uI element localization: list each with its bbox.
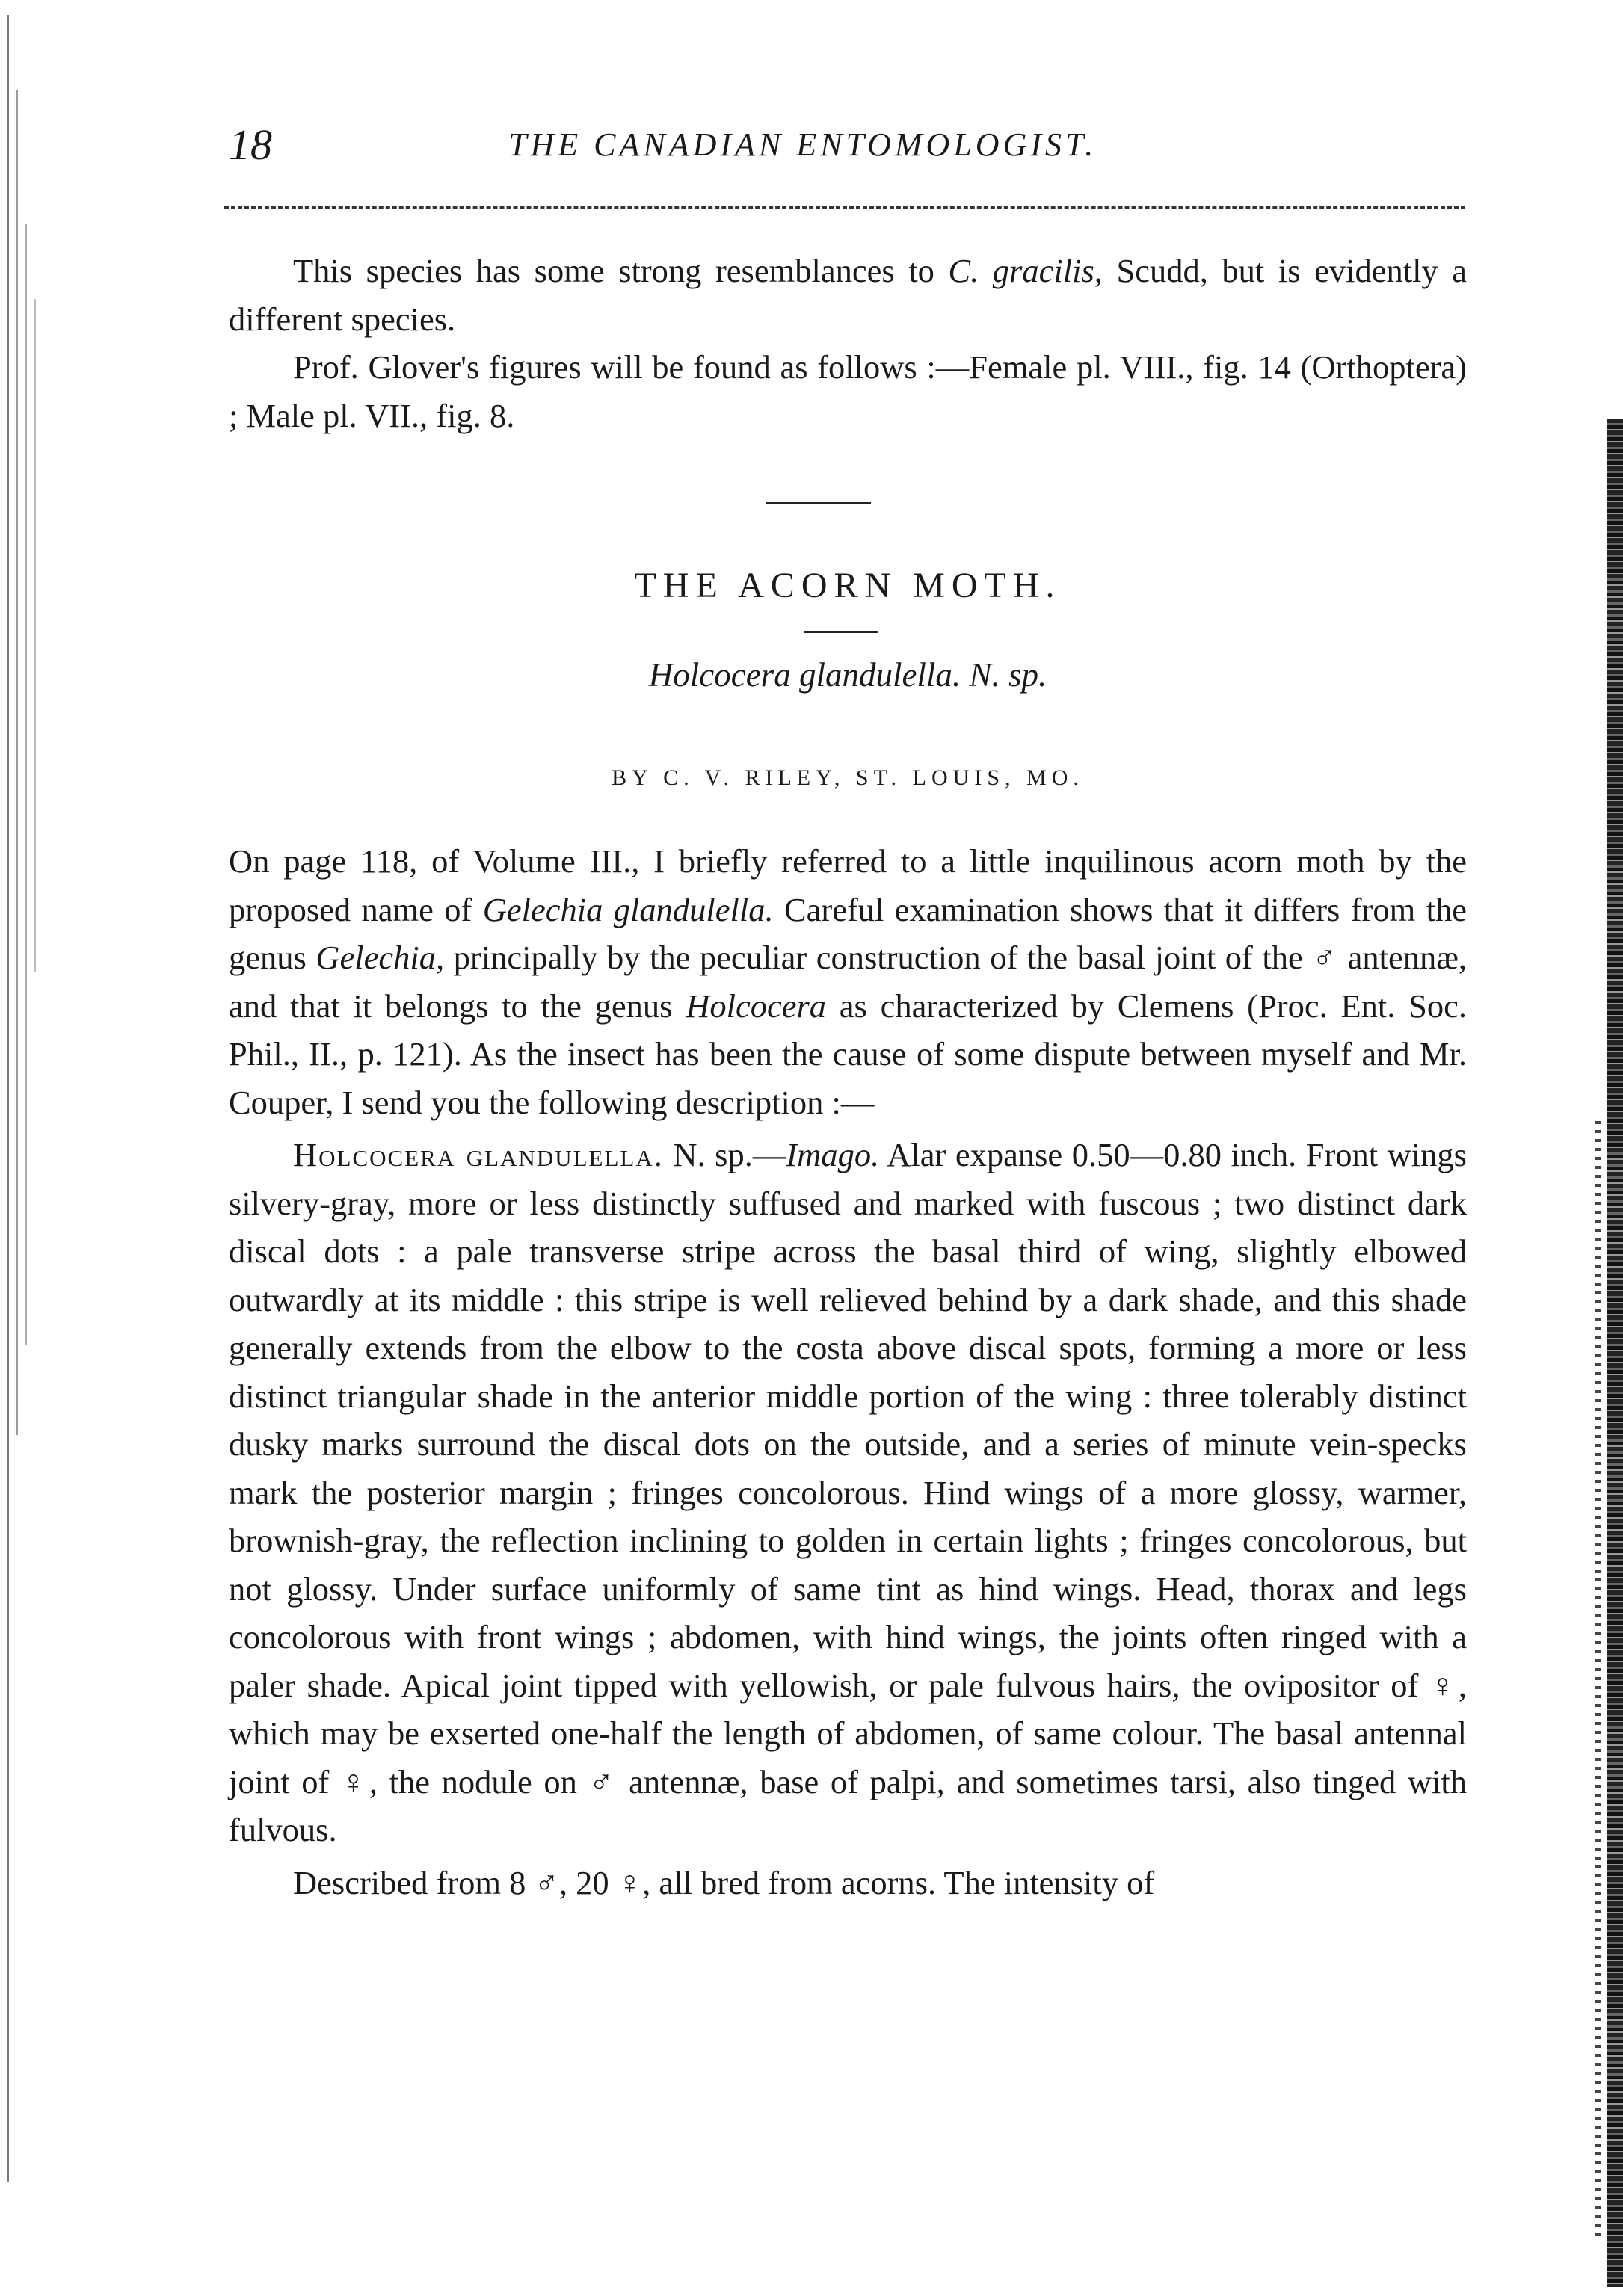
scan-edge-artifact (1607, 419, 1623, 2287)
prior-article-text (229, 247, 1467, 439)
paragraph: Described from 8 ♂, 20 ♀, all bred from acorns. The intensity of (293, 1863, 1155, 1901)
scan-gutter-artifact (0, 0, 45, 2296)
species-name: Holcocera glandulella. N. sp. (648, 656, 1047, 694)
paragraph: Holcocera glandulella. N. sp.—Imago. Alar expanse 0.50—0.80 inch. Front wings silvery-gray, more or less distinctly suffused and marked with fuscous ; two distinct dark discal dots : a pale transverse stripe across the basal third of wing, slightly elbowed outwardly at its middle : this stripe is well relieved behind by a dark shade, and this shade generally extends from the elbow to the costa above discal spots, forming a more or less distinct triangular shade in the anterior middle portion of the wing : three tolerably distinct dusky marks surround the discal dots on the outside, and a series of minute vein-specks mark the posterior margin ; fringes concolorous. Hind wings of a more glossy, warmer, brownish-gray, the reflection inclining to golden in certain lights ; fringes concolorous, but not glossy. Under surface uniformly of same tint as hind wings. Head, thorax and legs concolorous with front wings ; abdomen, with hind wings, the joints often ringed with a paler shade. Apical joint tipped with yellowish, or pale fulvous hairs, the ovipositor of ♀, which may be exserted one-half the length of abdomen, of same colour. The basal antennal joint of ♀, the nodule on ♂ antennæ, base of palpi, and sometimes tarsi, also tinged with fulvous. (229, 1136, 1467, 1848)
scan-edge-artifact-inner (1595, 1121, 1601, 2242)
article-title: THE ACORN MOTH. (634, 566, 1062, 605)
paragraph: On page 118, of Volume III., I briefly referred to a little inquilinous acorn moth by the proposed name of Gelechia glandulella. Careful examination shows that it differs from the genus Gelechia, principally by the peculiar construction of the basal joint of the ♂ antennæ, and that it belongs to the genus Holcocera as characterized by Clemens (Proc. Ent. Soc. Phil., II., p. 121). As the insect has been the cause of some dispute between myself and Mr. Couper, I send you the following description :— (229, 842, 1468, 1121)
paragraph: This species has some strong resemblances to C. gracilis, Scudd, but is evidently a different species. (229, 252, 1467, 338)
running-head: THE CANADIAN ENTOMOLOGIST. (508, 126, 1097, 163)
byline: BY C. V. RILEY, ST. LOUIS, MO. (612, 765, 1084, 790)
section-divider (766, 502, 871, 504)
title-rule (804, 631, 878, 633)
page-number: 18 (229, 120, 272, 169)
paragraph: Prof. Glover's figures will be found as follows :—Female pl. VIII., fig. 14 (Orthoptera) ; Male pl. VII., fig. 8. (229, 348, 1467, 434)
article-body (229, 837, 1467, 1907)
page-header (224, 120, 1465, 179)
header-rule (224, 206, 1465, 209)
